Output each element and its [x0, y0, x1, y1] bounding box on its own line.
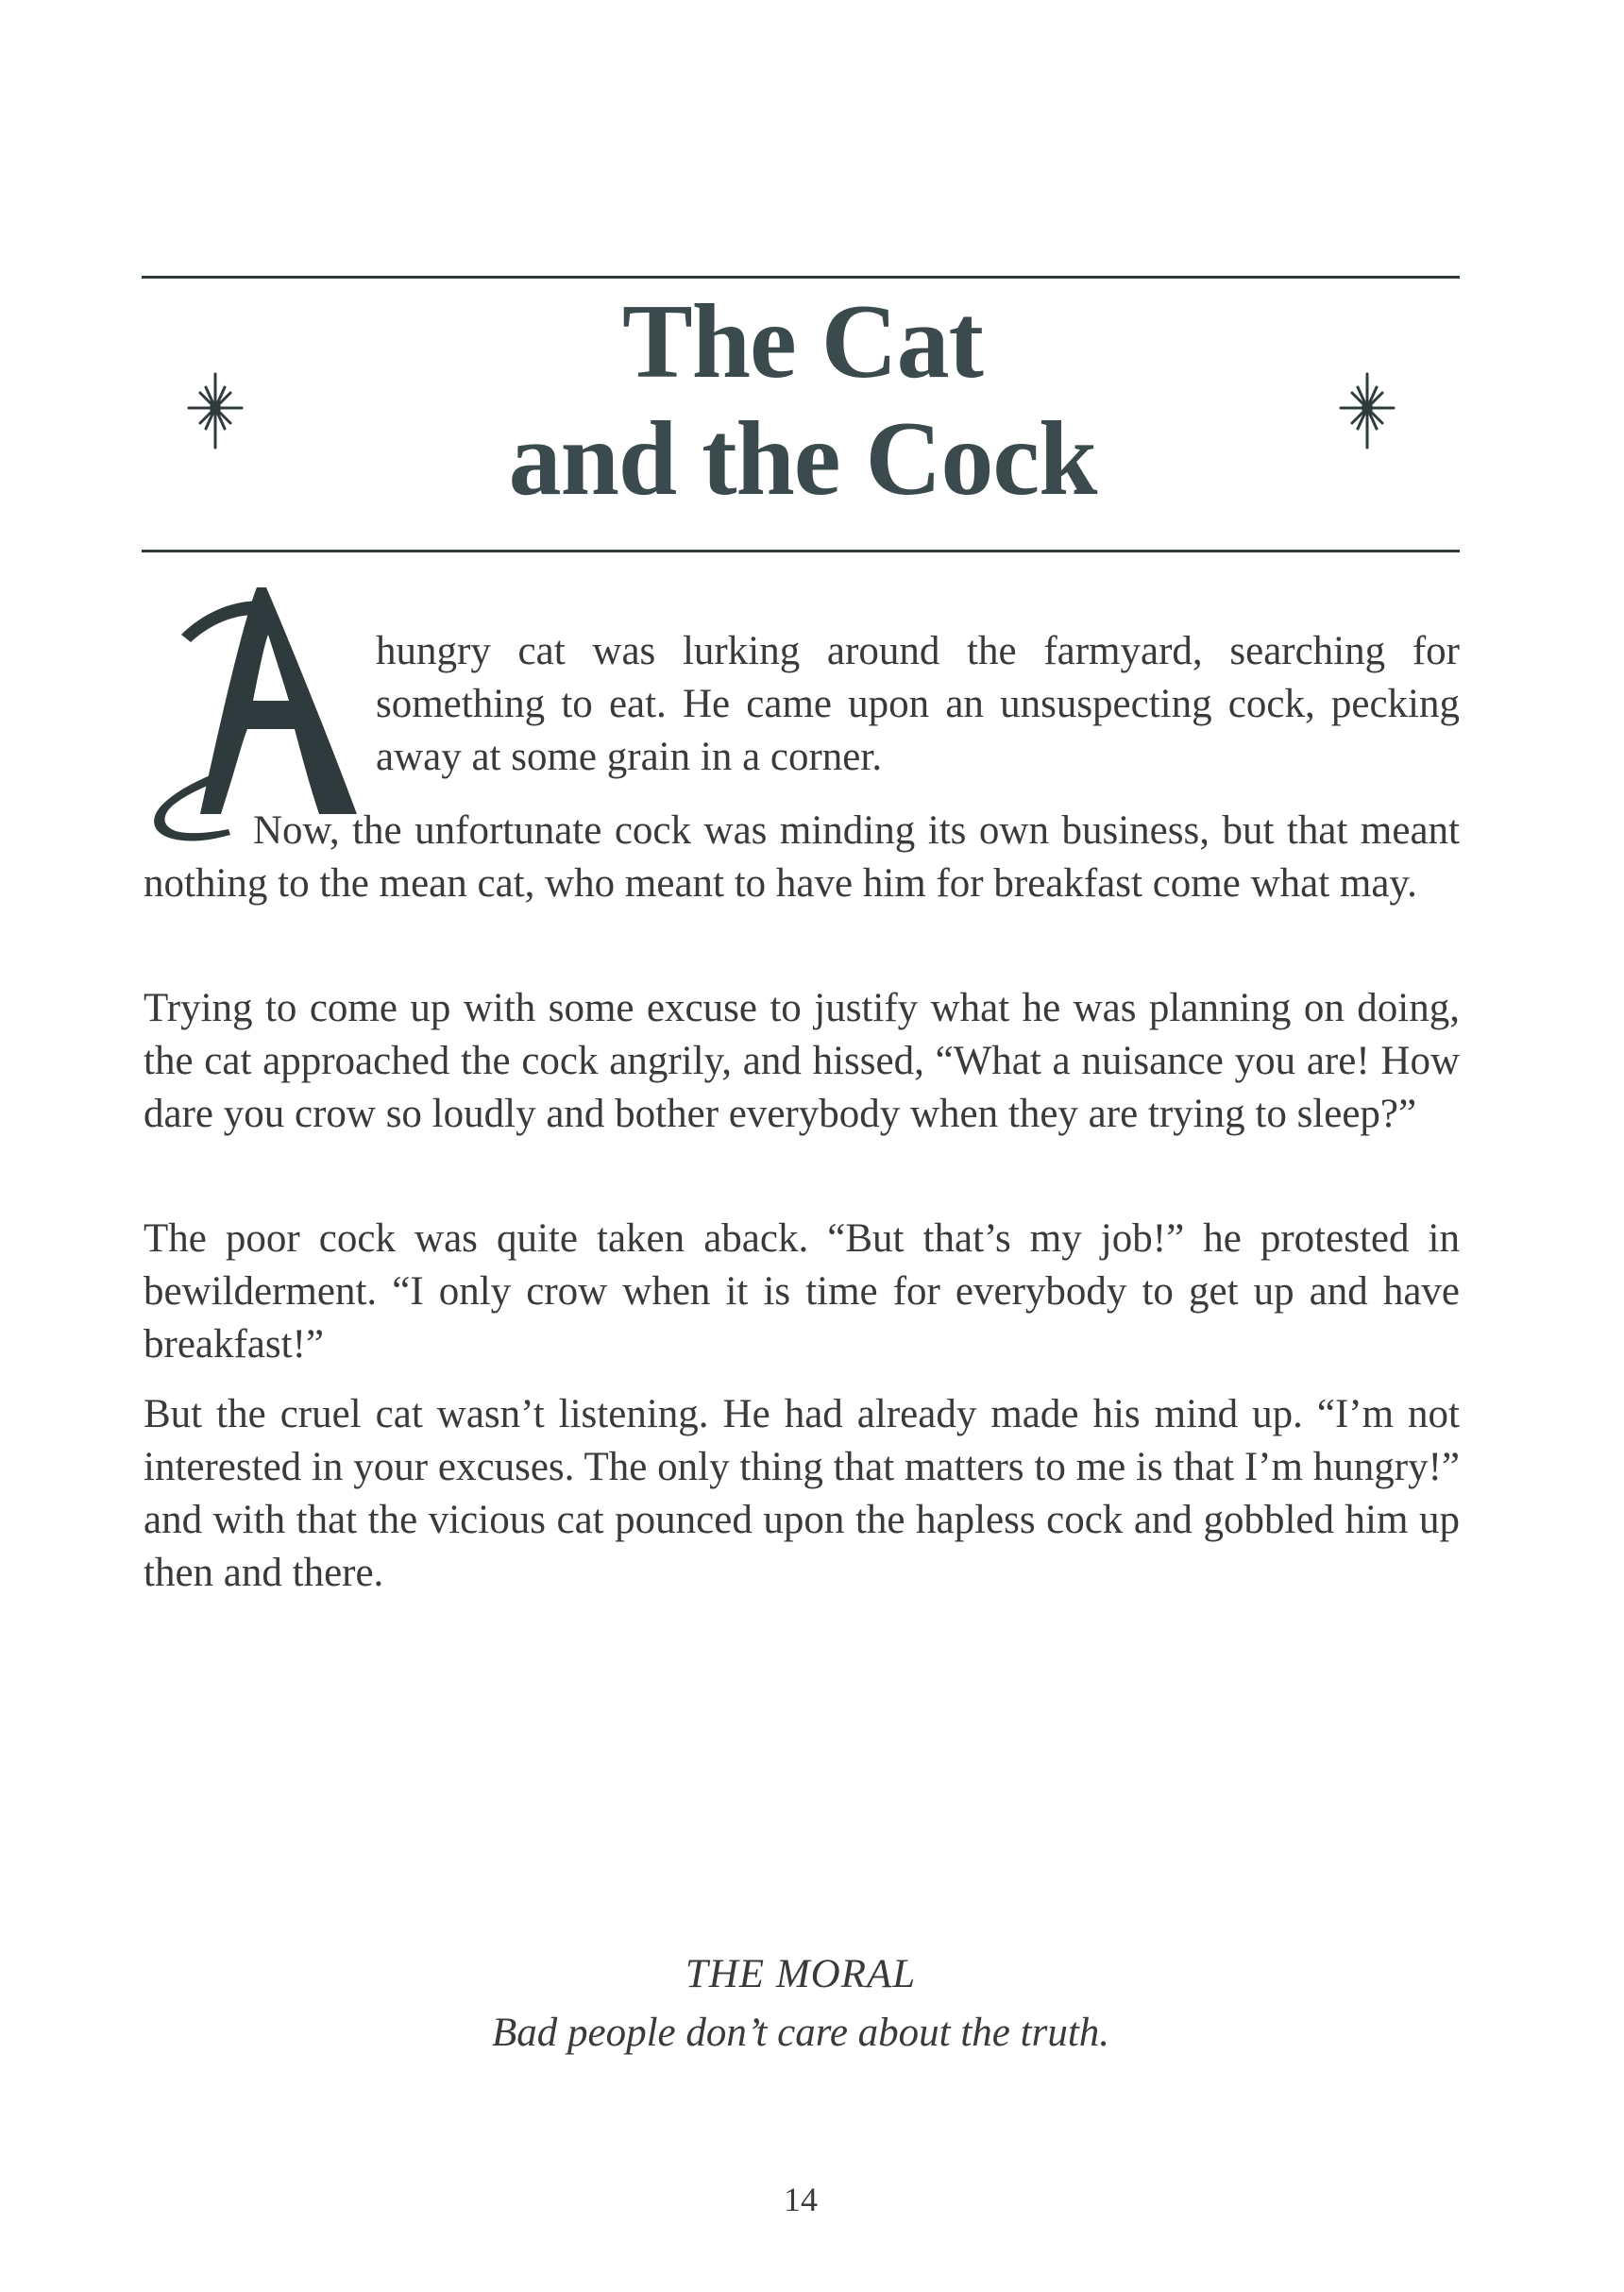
- star-burst-icon: [1337, 370, 1397, 451]
- title-bottom-rule: [142, 550, 1460, 552]
- page-number: 14: [784, 2181, 818, 2218]
- story-paragraph-3: Trying to come up with some excuse to justify what he was planning on doing, the cat approached the cock angrily, and hissed, “What a nuisance you are! How dare you crow so loudly and bother everybody when they are trying to sleep?”: [144, 986, 1460, 1136]
- story-paragraph-4: The poor cock was quite taken aback. “But that’s my job!” he protested in bewilderment. “I only crow when it is time for everybody to get up and have breakfast!”: [144, 1216, 1460, 1367]
- moral-text: Bad people don’t care about the truth.: [491, 2011, 1110, 2055]
- story-paragraph-2: Now, the unfortunate cock was minding its own business, but that meant nothing to the mean cat, who meant to have him for breakfast come what may.: [144, 808, 1460, 906]
- story-paragraph-5: But the cruel cat wasn’t listening. He had already made his mind up. “I’m not interested in your excuses. The only thing that matters to me is that I’m hungry!” and with that the vicious cat pounced upon the hapless cock and gobbled him up then and there.: [144, 1392, 1460, 1595]
- story-title-line-1: The Cat: [622, 283, 983, 400]
- story-title-line-2: and the Cock: [508, 400, 1097, 518]
- drop-cap-letter: [144, 578, 370, 842]
- story-title: [330, 283, 1275, 518]
- star-burst-icon: [185, 370, 245, 451]
- moral-heading: THE MORAL: [685, 1952, 917, 1996]
- title-top-rule: [142, 276, 1460, 279]
- story-paragraph-1: hungry cat was lurking around the farmyard, searching for something to eat. He came upon an unsuspecting cock, pecking away at some grain in a corner.: [376, 629, 1460, 779]
